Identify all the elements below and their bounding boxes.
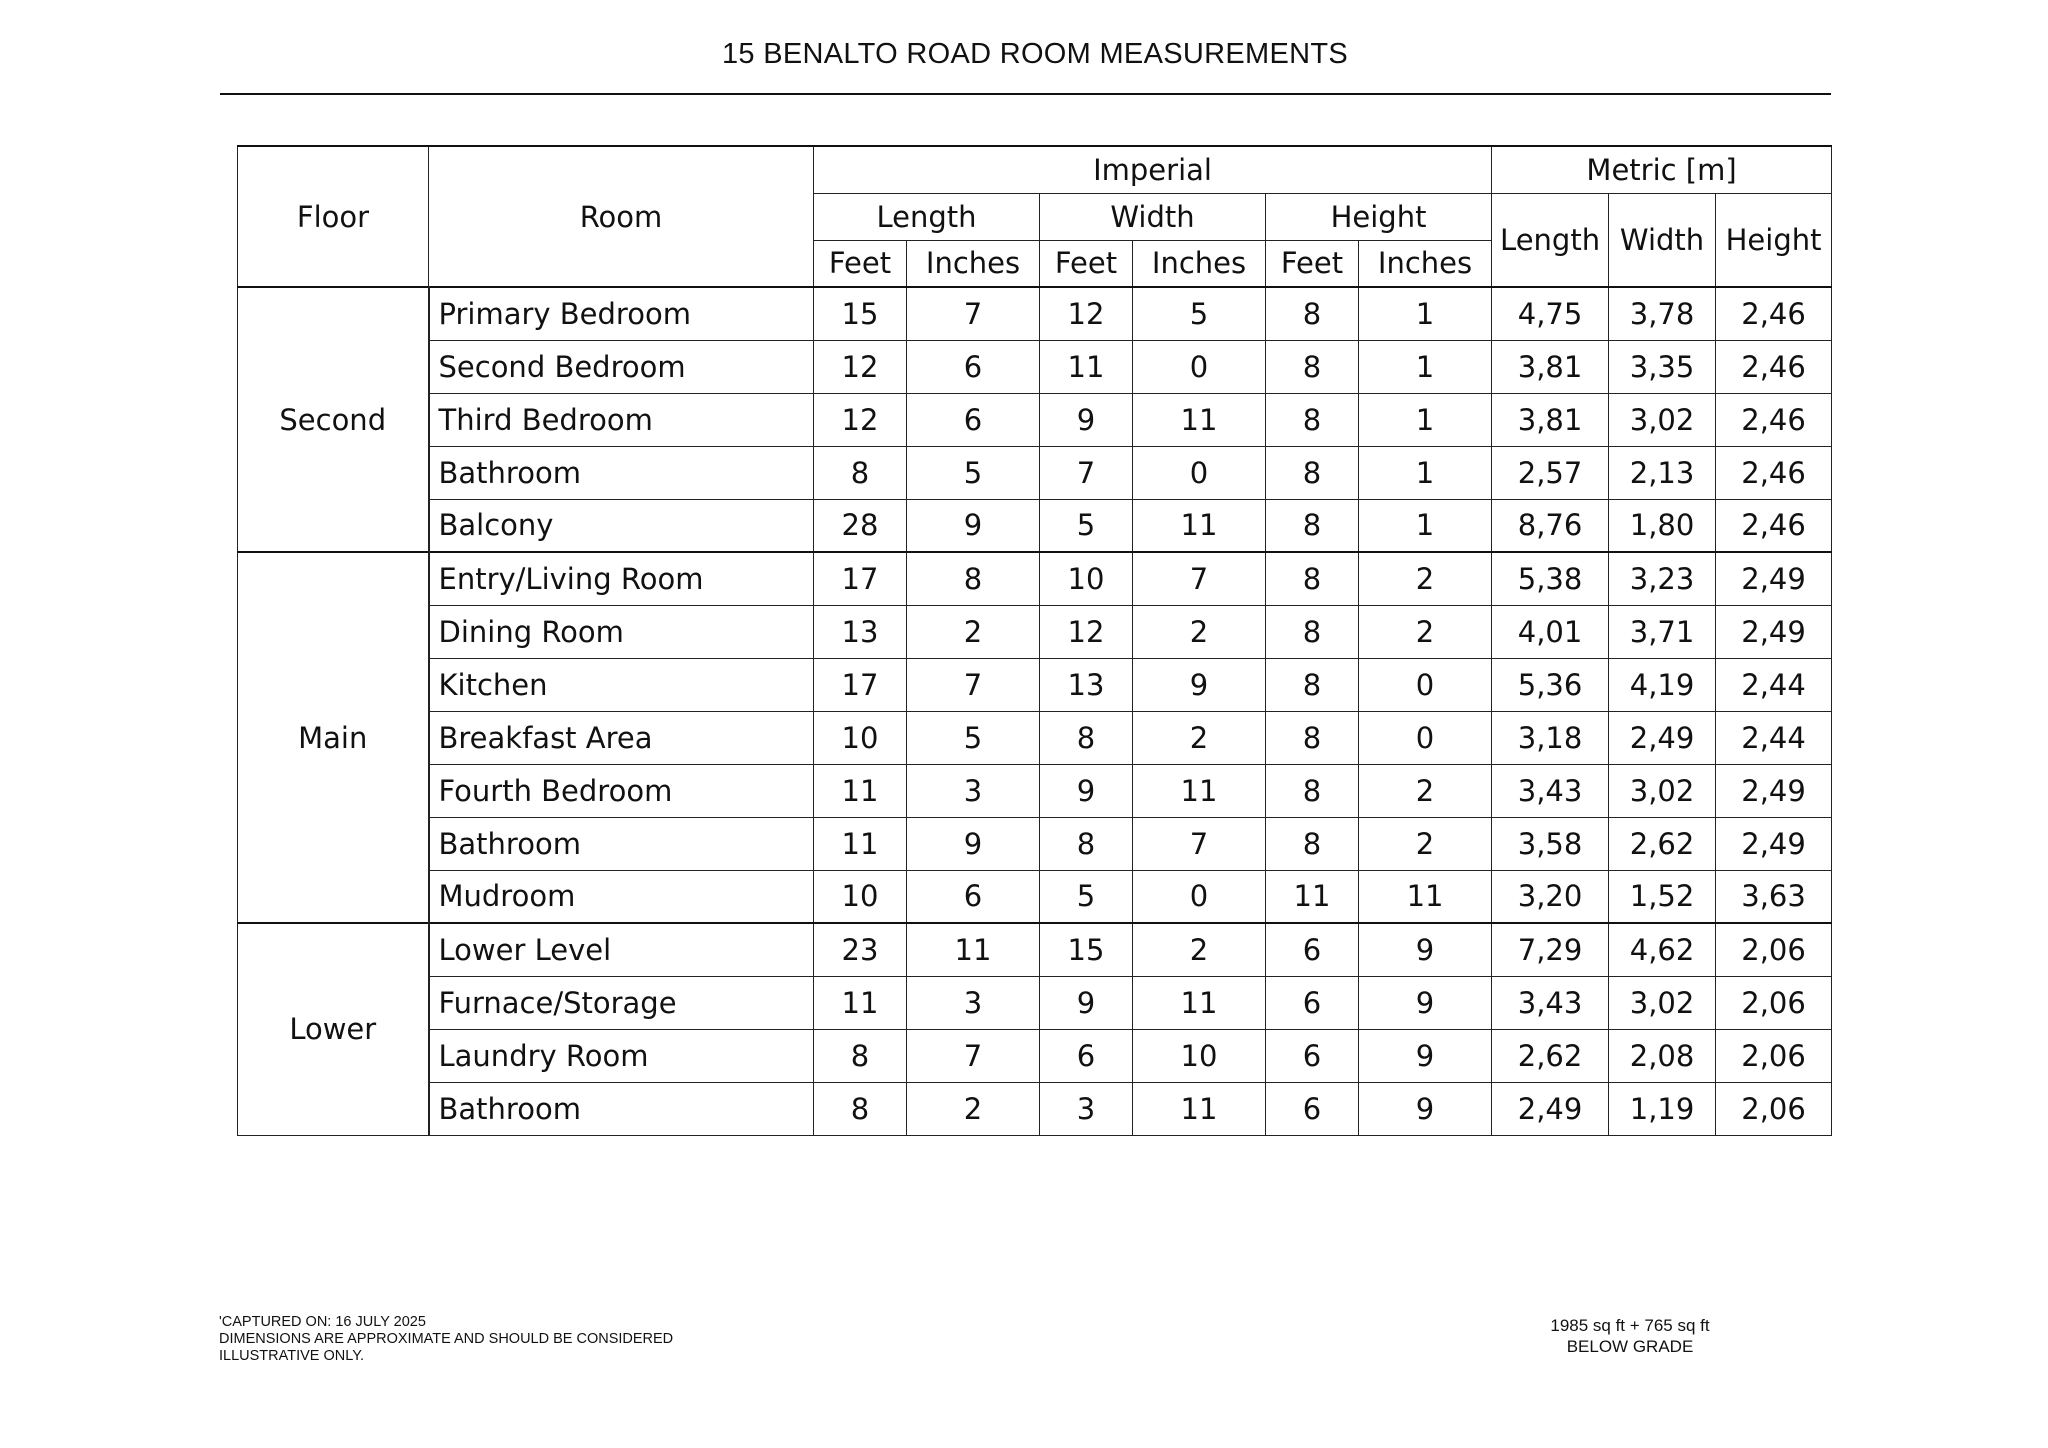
- width-feet-cell: 7: [1040, 446, 1133, 499]
- height-feet-cell: 6: [1266, 976, 1359, 1029]
- metric-length-cell: 3,43: [1492, 976, 1609, 1029]
- length-inches-cell: 6: [907, 870, 1040, 923]
- width-feet-cell: 11: [1040, 340, 1133, 393]
- height-inches-cell: 1: [1359, 340, 1492, 393]
- room-cell: Furnace/Storage: [429, 976, 814, 1029]
- width-feet-cell: 6: [1040, 1029, 1133, 1082]
- header-imperial-length: Length: [814, 193, 1040, 240]
- width-feet-cell: 10: [1040, 552, 1133, 605]
- room-cell: Entry/Living Room: [429, 552, 814, 605]
- width-inches-cell: 0: [1133, 340, 1266, 393]
- length-inches-cell: 3: [907, 976, 1040, 1029]
- width-feet-cell: 12: [1040, 287, 1133, 340]
- height-inches-cell: 2: [1359, 764, 1492, 817]
- width-feet-cell: 9: [1040, 976, 1133, 1029]
- metric-length-cell: 3,20: [1492, 870, 1609, 923]
- footer-disclaimer-line-1: DIMENSIONS ARE APPROXIMATE AND SHOULD BE CONSIDERED: [219, 1331, 674, 1347]
- room-cell: Primary Bedroom: [429, 287, 814, 340]
- length-feet-cell: 10: [814, 870, 907, 923]
- length-inches-cell: 7: [907, 1029, 1040, 1082]
- height-feet-cell: 6: [1266, 1029, 1359, 1082]
- height-inches-cell: 9: [1359, 1082, 1492, 1135]
- metric-width-cell: 3,35: [1609, 340, 1716, 393]
- length-inches-cell: 2: [907, 605, 1040, 658]
- width-feet-cell: 15: [1040, 923, 1133, 976]
- table-row: [238, 658, 1832, 711]
- height-inches-cell: 1: [1359, 287, 1492, 340]
- metric-length-cell: 3,18: [1492, 711, 1609, 764]
- header-imperial-height: Height: [1266, 193, 1492, 240]
- metric-length-cell: 2,49: [1492, 1082, 1609, 1135]
- width-feet-cell: 8: [1040, 711, 1133, 764]
- height-feet-cell: 8: [1266, 393, 1359, 446]
- length-feet-cell: 11: [814, 976, 907, 1029]
- room-cell: Bathroom: [429, 1082, 814, 1135]
- metric-height-cell: 2,46: [1716, 287, 1832, 340]
- header-length-feet: Feet: [814, 240, 907, 287]
- table-row: [238, 870, 1832, 923]
- table-row: [238, 446, 1832, 499]
- metric-height-cell: 2,46: [1716, 340, 1832, 393]
- metric-height-cell: 2,49: [1716, 817, 1832, 870]
- table-row: [238, 764, 1832, 817]
- length-inches-cell: 7: [907, 658, 1040, 711]
- header-width-inches: Inches: [1133, 240, 1266, 287]
- length-feet-cell: 15: [814, 287, 907, 340]
- metric-length-cell: 7,29: [1492, 923, 1609, 976]
- length-feet-cell: 12: [814, 393, 907, 446]
- length-inches-cell: 3: [907, 764, 1040, 817]
- height-feet-cell: 6: [1266, 923, 1359, 976]
- metric-width-cell: 3,02: [1609, 976, 1716, 1029]
- length-inches-cell: 7: [907, 287, 1040, 340]
- metric-width-cell: 1,19: [1609, 1082, 1716, 1135]
- metric-height-cell: 2,46: [1716, 393, 1832, 446]
- length-inches-cell: 6: [907, 340, 1040, 393]
- height-inches-cell: 2: [1359, 552, 1492, 605]
- metric-length-cell: 4,01: [1492, 605, 1609, 658]
- width-feet-cell: 8: [1040, 817, 1133, 870]
- height-inches-cell: 1: [1359, 499, 1492, 552]
- width-inches-cell: 11: [1133, 976, 1266, 1029]
- metric-height-cell: 2,46: [1716, 499, 1832, 552]
- room-cell: Laundry Room: [429, 1029, 814, 1082]
- floor-cell: Lower: [238, 923, 429, 1135]
- header-height-feet: Feet: [1266, 240, 1359, 287]
- header-floor: Floor: [238, 146, 429, 287]
- metric-length-cell: 2,62: [1492, 1029, 1609, 1082]
- footer-captured-on: 'CAPTURED ON: 16 JULY 2025: [219, 1314, 426, 1330]
- width-inches-cell: 7: [1133, 817, 1266, 870]
- length-feet-cell: 8: [814, 446, 907, 499]
- width-inches-cell: 11: [1133, 393, 1266, 446]
- footer-area-total: 1985 sq ft + 765 sq ft: [1550, 1316, 1710, 1335]
- metric-width-cell: 4,19: [1609, 658, 1716, 711]
- metric-length-cell: 3,81: [1492, 340, 1609, 393]
- metric-width-cell: 3,78: [1609, 287, 1716, 340]
- width-feet-cell: 13: [1040, 658, 1133, 711]
- metric-length-cell: 4,75: [1492, 287, 1609, 340]
- metric-width-cell: 2,08: [1609, 1029, 1716, 1082]
- width-inches-cell: 9: [1133, 658, 1266, 711]
- length-feet-cell: 11: [814, 764, 907, 817]
- header-width-feet: Feet: [1040, 240, 1133, 287]
- footer-disclaimer-line-2: ILLUSTRATIVE ONLY.: [219, 1348, 365, 1364]
- metric-height-cell: 2,06: [1716, 923, 1832, 976]
- header-row-1: [238, 146, 1832, 193]
- room-cell: Mudroom: [429, 870, 814, 923]
- height-feet-cell: 8: [1266, 817, 1359, 870]
- metric-length-cell: 5,36: [1492, 658, 1609, 711]
- length-feet-cell: 8: [814, 1029, 907, 1082]
- room-cell: Fourth Bedroom: [429, 764, 814, 817]
- width-inches-cell: 11: [1133, 764, 1266, 817]
- length-inches-cell: 6: [907, 393, 1040, 446]
- footer-below-grade: BELOW GRADE: [1566, 1337, 1694, 1356]
- title-divider: [220, 93, 1831, 95]
- table-row: [238, 711, 1832, 764]
- length-feet-cell: 10: [814, 711, 907, 764]
- header-metric: Metric [m]: [1492, 146, 1832, 193]
- metric-height-cell: 2,49: [1716, 764, 1832, 817]
- metric-height-cell: 2,49: [1716, 605, 1832, 658]
- length-feet-cell: 8: [814, 1082, 907, 1135]
- width-inches-cell: 0: [1133, 870, 1266, 923]
- room-cell: Third Bedroom: [429, 393, 814, 446]
- metric-width-cell: 4,62: [1609, 923, 1716, 976]
- metric-width-cell: 2,13: [1609, 446, 1716, 499]
- height-inches-cell: 1: [1359, 393, 1492, 446]
- table-row: [238, 976, 1832, 1029]
- metric-length-cell: 3,43: [1492, 764, 1609, 817]
- table-row: [238, 1029, 1832, 1082]
- height-inches-cell: 0: [1359, 658, 1492, 711]
- header-imperial-width: Width: [1040, 193, 1266, 240]
- height-inches-cell: 1: [1359, 446, 1492, 499]
- table-row: [238, 393, 1832, 446]
- length-feet-cell: 12: [814, 340, 907, 393]
- metric-height-cell: 2,44: [1716, 658, 1832, 711]
- width-feet-cell: 12: [1040, 605, 1133, 658]
- room-cell: Lower Level: [429, 923, 814, 976]
- room-cell: Balcony: [429, 499, 814, 552]
- height-inches-cell: 0: [1359, 711, 1492, 764]
- height-feet-cell: 8: [1266, 658, 1359, 711]
- length-inches-cell: 5: [907, 446, 1040, 499]
- height-feet-cell: 8: [1266, 340, 1359, 393]
- length-inches-cell: 9: [907, 817, 1040, 870]
- width-inches-cell: 5: [1133, 287, 1266, 340]
- length-inches-cell: 2: [907, 1082, 1040, 1135]
- table-row: [238, 1082, 1832, 1135]
- height-feet-cell: 8: [1266, 287, 1359, 340]
- header-room: Room: [429, 146, 814, 287]
- height-inches-cell: 2: [1359, 605, 1492, 658]
- width-inches-cell: 11: [1133, 1082, 1266, 1135]
- height-feet-cell: 8: [1266, 446, 1359, 499]
- footer-notes: [219, 1314, 673, 1365]
- metric-length-cell: 3,58: [1492, 817, 1609, 870]
- length-feet-cell: 23: [814, 923, 907, 976]
- length-inches-cell: 11: [907, 923, 1040, 976]
- length-inches-cell: 5: [907, 711, 1040, 764]
- metric-width-cell: 2,62: [1609, 817, 1716, 870]
- header-metric-height: Height: [1716, 193, 1832, 287]
- height-feet-cell: 8: [1266, 605, 1359, 658]
- width-feet-cell: 5: [1040, 499, 1133, 552]
- width-inches-cell: 11: [1133, 499, 1266, 552]
- table-row: [238, 287, 1832, 340]
- table-row: [238, 340, 1832, 393]
- metric-height-cell: 2,44: [1716, 711, 1832, 764]
- metric-length-cell: 5,38: [1492, 552, 1609, 605]
- height-inches-cell: 9: [1359, 976, 1492, 1029]
- table-row: [238, 605, 1832, 658]
- width-inches-cell: 2: [1133, 711, 1266, 764]
- metric-height-cell: 2,06: [1716, 976, 1832, 1029]
- height-inches-cell: 11: [1359, 870, 1492, 923]
- metric-length-cell: 2,57: [1492, 446, 1609, 499]
- height-inches-cell: 2: [1359, 817, 1492, 870]
- table-row: [238, 817, 1832, 870]
- width-feet-cell: 9: [1040, 393, 1133, 446]
- metric-height-cell: 2,49: [1716, 552, 1832, 605]
- metric-height-cell: 2,46: [1716, 446, 1832, 499]
- metric-width-cell: 2,49: [1609, 711, 1716, 764]
- width-inches-cell: 2: [1133, 605, 1266, 658]
- height-feet-cell: 8: [1266, 764, 1359, 817]
- room-measurements-table: [237, 145, 1832, 1136]
- metric-width-cell: 3,02: [1609, 764, 1716, 817]
- width-inches-cell: 7: [1133, 552, 1266, 605]
- footer-area-summary: [1510, 1315, 1750, 1357]
- metric-width-cell: 1,52: [1609, 870, 1716, 923]
- metric-width-cell: 3,71: [1609, 605, 1716, 658]
- metric-width-cell: 1,80: [1609, 499, 1716, 552]
- metric-length-cell: 3,81: [1492, 393, 1609, 446]
- height-inches-cell: 9: [1359, 1029, 1492, 1082]
- header-imperial: Imperial: [814, 146, 1492, 193]
- metric-width-cell: 3,02: [1609, 393, 1716, 446]
- width-inches-cell: 0: [1133, 446, 1266, 499]
- width-feet-cell: 5: [1040, 870, 1133, 923]
- metric-width-cell: 3,23: [1609, 552, 1716, 605]
- width-feet-cell: 3: [1040, 1082, 1133, 1135]
- height-feet-cell: 8: [1266, 499, 1359, 552]
- height-feet-cell: 11: [1266, 870, 1359, 923]
- height-feet-cell: 8: [1266, 552, 1359, 605]
- width-inches-cell: 2: [1133, 923, 1266, 976]
- floor-cell: Second: [238, 287, 429, 552]
- table-row: [238, 552, 1832, 605]
- room-cell: Bathroom: [429, 817, 814, 870]
- floor-cell: Main: [238, 552, 429, 923]
- room-cell: Breakfast Area: [429, 711, 814, 764]
- length-inches-cell: 8: [907, 552, 1040, 605]
- height-inches-cell: 9: [1359, 923, 1492, 976]
- length-inches-cell: 9: [907, 499, 1040, 552]
- room-cell: Kitchen: [429, 658, 814, 711]
- metric-height-cell: 2,06: [1716, 1082, 1832, 1135]
- table-row: [238, 923, 1832, 976]
- header-height-inches: Inches: [1359, 240, 1492, 287]
- table-body: [238, 287, 1832, 1135]
- table-row: [238, 499, 1832, 552]
- width-feet-cell: 9: [1040, 764, 1133, 817]
- header-length-inches: Inches: [907, 240, 1040, 287]
- length-feet-cell: 17: [814, 552, 907, 605]
- height-feet-cell: 6: [1266, 1082, 1359, 1135]
- length-feet-cell: 17: [814, 658, 907, 711]
- length-feet-cell: 11: [814, 817, 907, 870]
- metric-height-cell: 3,63: [1716, 870, 1832, 923]
- page-title: 15 BENALTO ROAD ROOM MEASUREMENTS: [722, 38, 1348, 70]
- header-metric-width: Width: [1609, 193, 1716, 287]
- width-inches-cell: 10: [1133, 1029, 1266, 1082]
- length-feet-cell: 13: [814, 605, 907, 658]
- room-cell: Second Bedroom: [429, 340, 814, 393]
- metric-length-cell: 8,76: [1492, 499, 1609, 552]
- header-metric-length: Length: [1492, 193, 1609, 287]
- height-feet-cell: 8: [1266, 711, 1359, 764]
- metric-height-cell: 2,06: [1716, 1029, 1832, 1082]
- room-cell: Dining Room: [429, 605, 814, 658]
- room-cell: Bathroom: [429, 446, 814, 499]
- length-feet-cell: 28: [814, 499, 907, 552]
